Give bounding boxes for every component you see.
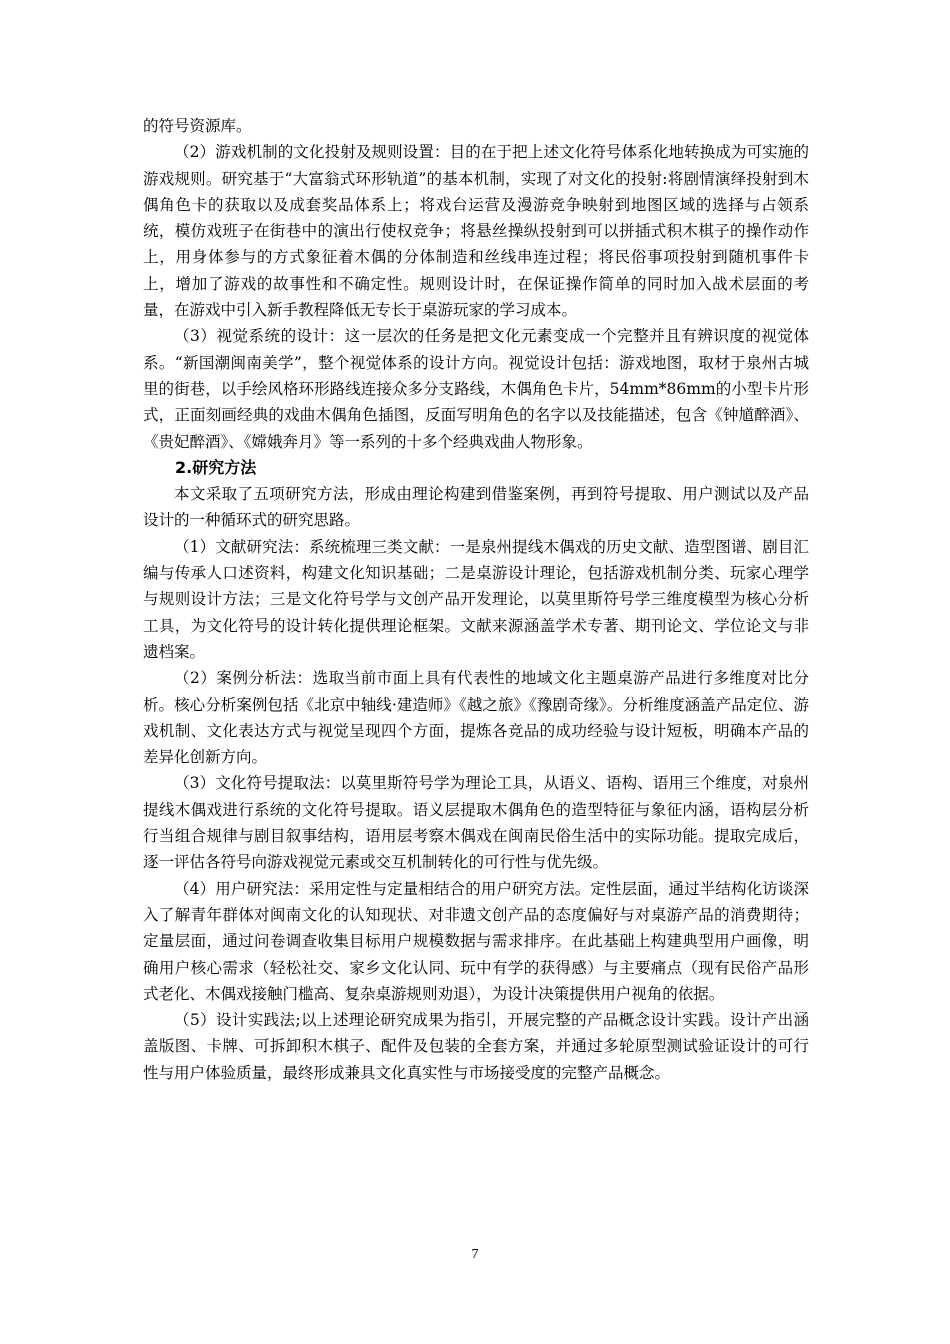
paragraph-method-user-research: （4）用户研究法：采用定性与定量相结合的用户研究方法。定性层面，通过半结构化访谈深入了解青年群体对闽南文化的认知现状、对非遗文创产品的态度偏好与对桌游产品的消费期待；定量层面，通过问卷调查收集目标用户规模数据与需求排序。在此基础上构建典型用户画像，明确用户核心需求（轻松社交、家乡文化认同、玩中有学的获得感）与主要痛点（现有民俗产品形式老化、木偶戏接触门槛高、复杂桌游规则劝退），为设计决策提供用户视角的依据。 [143, 879, 809, 1003]
page-number: 7 [471, 1247, 479, 1262]
paragraph-game-mechanics: （2）游戏机制的文化投射及规则设置：目的在于把上述文化符号体系化地转换成为可实施的游戏规则。研究基于“大富翁式环形轨道”的基本机制，实现了对文化的投射:将剧情演绎投射到木偶角色卡的获取以及成套奖品体系上；将戏台运营及漫游竞争映射到地图区域的选择与占领系统，模仿戏班子在街巷中的演出行使权竞争；将悬丝操纵投射到可以拼插式积木棋子的操作动作上，用身体参与的方式象征着木偶的分体制造和丝线串连过程；将民俗事项投射到随机事件卡上，增加了游戏的故事性和不确定性。规则设计时，在保证操作简单的同时加入战术层面的考量，在游戏中引入新手教程降低无专长于桌游玩家的学习成本。 [143, 143, 809, 320]
paragraph-methods-intro: 本文采取了五项研究方法，形成由理论构建到借鉴案例，再到符号提取、用户测试以及产品设计的一种循环式的研究思路。 [143, 485, 809, 530]
paragraph-continuation: 的符号资源库。 [143, 117, 252, 135]
page-body [143, 113, 809, 1086]
paragraph-method-symbol-extraction: （3）文化符号提取法：以莫里斯符号学为理论工具，从语义、语构、语用三个维度，对泉州提线木偶戏进行系统的文化符号提取。语义层提取木偶角色的造型特征与象征内涵，语构层分析行当组合规律与剧目叙事结构，语用层考察木偶戏在闽南民俗生活中的实际功能。提取完成后，逐一评估各符号向游戏视觉元素或交互机制转化的可行性与优先级。 [143, 774, 809, 872]
paragraph-method-case-analysis: （2）案例分析法：选取当前市面上具有代表性的地域文化主题桌游产品进行多维度对比分析。核心分析案例包括《北京中轴线·建造师》《越之旅》《豫剧奇缘》。分析维度涵盖产品定位、游戏机制、文化表达方式与视觉呈现四个方面，提炼各竞品的成功经验与设计短板，明确本产品的差异化创新方向。 [143, 669, 809, 767]
section-heading: 2.研究方法 [175, 457, 257, 477]
paragraph-method-design-practice: （5）设计实践法;以上述理论研究成果为指引，开展完整的产品概念设计实践。设计产出涵盖版图、卡牌、可拆卸积木棋子、配件及包装的全套方案，并通过多轮原型测试验证设计的可行性与用户体验质量，最终形成兼具文化真实性与市场接受度的完整产品概念。 [143, 1011, 809, 1082]
paragraph-method-literature: （1）文献研究法：系统梳理三类文献：一是泉州提线木偶戏的历史文献、造型图谱、剧目汇编与传承人口述资料，构建文化知识基础；二是桌游设计理论，包括游戏机制分类、玩家心理学与规则设计方法；三是文化符号学与文创产品开发理论，以莫里斯符号学三维度模型为核心分析工具，为文化符号的设计转化提供理论框架。文献来源涵盖学术专著、期刊论文、学位论文与非遗档案。 [143, 537, 809, 661]
paragraph-visual-system: （3）视觉系统的设计：这一层次的任务是把文化元素变成一个完整并且有辨识度的视觉体系。“新国潮闽南美学”，整个视觉体系的设计方向。视觉设计包括：游戏地图，取材于泉州古城里的街巷，以手绘风格环形路线连接众多分支路线，木偶角色卡片，54mm*86mm的小型卡片形式，正面刻画经典的戏曲木偶角色插图，反面写明角色的名字以及技能描述，包含《钟馗醉酒》、《贵妃醉酒》、《嫦娥奔月》等一系列的十多个经典戏曲人物形象。 [143, 327, 809, 451]
